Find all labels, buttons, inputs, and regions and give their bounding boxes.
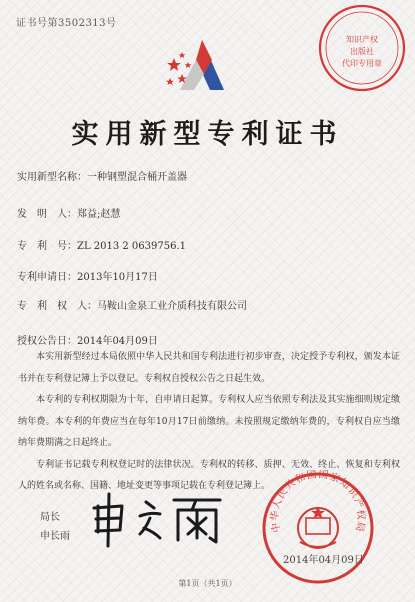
- cnipa-logo-icon: [160, 30, 250, 100]
- field-patentee: [17, 297, 247, 312]
- page-footer: 第1页（共1页）: [178, 579, 237, 588]
- body-paragraph: 本实用新型经过本局依照中华人民共和国专利法进行初步审查，决定授予专利权，颁发本证书并在专利登记簿上予以登记。专利权自授权公告之日起生效。: [18, 352, 400, 384]
- field-label: 发 明 人：: [17, 209, 77, 220]
- field-application-date: [17, 268, 158, 283]
- svg-text:中华人民共和国国家知识产权局: [268, 470, 368, 534]
- certificate-number: 证书号第3502313号: [16, 18, 117, 29]
- field-value: ZL 2013 2 0639756.1: [77, 241, 187, 252]
- official-seal: [260, 470, 376, 586]
- svg-text:代印专用章: 代印专用章: [342, 59, 382, 68]
- field-value: 2013年10月17日: [77, 272, 158, 283]
- body-paragraph: 本专利的专利权期限为十年，自申请日起算。专利权人应当依照专利法及其实施细则规定缴纳年费。本专利的年费应当在每年10月17日前缴纳。未按照规定缴纳年费的，专利权自应当缴纳年费期满之日起终止。: [18, 395, 400, 448]
- publisher-seal: [316, 2, 408, 94]
- field-label: 专 利 权 人：: [17, 301, 97, 312]
- field-grant-date: [17, 332, 158, 347]
- seal-date: 2014年04月09日: [283, 555, 364, 566]
- seal-text: 中华人民共和国国家知识产权局: [269, 470, 367, 534]
- field-patent-number: [17, 237, 186, 252]
- field-value: 郑益;赵慧: [77, 209, 121, 220]
- field-utility-model-name: [17, 168, 187, 183]
- field-inventor: [17, 205, 120, 220]
- field-label: 授权公告日：: [17, 336, 77, 347]
- field-value: 2014年04月09日: [77, 336, 158, 347]
- handwritten-signature: [88, 488, 238, 550]
- svg-text:知识产权: 知识产权: [346, 35, 378, 44]
- svg-text:出版社: 出版社: [350, 47, 374, 56]
- director-name: 申长雨: [40, 531, 70, 542]
- body-paragraph: 专利证书记载专利权登记时的法律状况。专利权的转移、质押、无效、终止、恢复和专利权人的姓名或名称、国籍、地址变更等事项记载在专利登记簿上。: [18, 459, 400, 491]
- director-title: 局长: [40, 512, 60, 523]
- field-value: 一种钢塑混合桶开盖器: [87, 172, 187, 183]
- field-value: 马鞍山金泉工业介质科技有限公司: [97, 301, 247, 312]
- certificate-title: 实用新型专利证书: [71, 119, 344, 150]
- field-label: 专 利 号：: [17, 241, 77, 252]
- field-label: 专利申请日：: [17, 272, 77, 283]
- field-label: 实用新型名称：: [17, 172, 87, 183]
